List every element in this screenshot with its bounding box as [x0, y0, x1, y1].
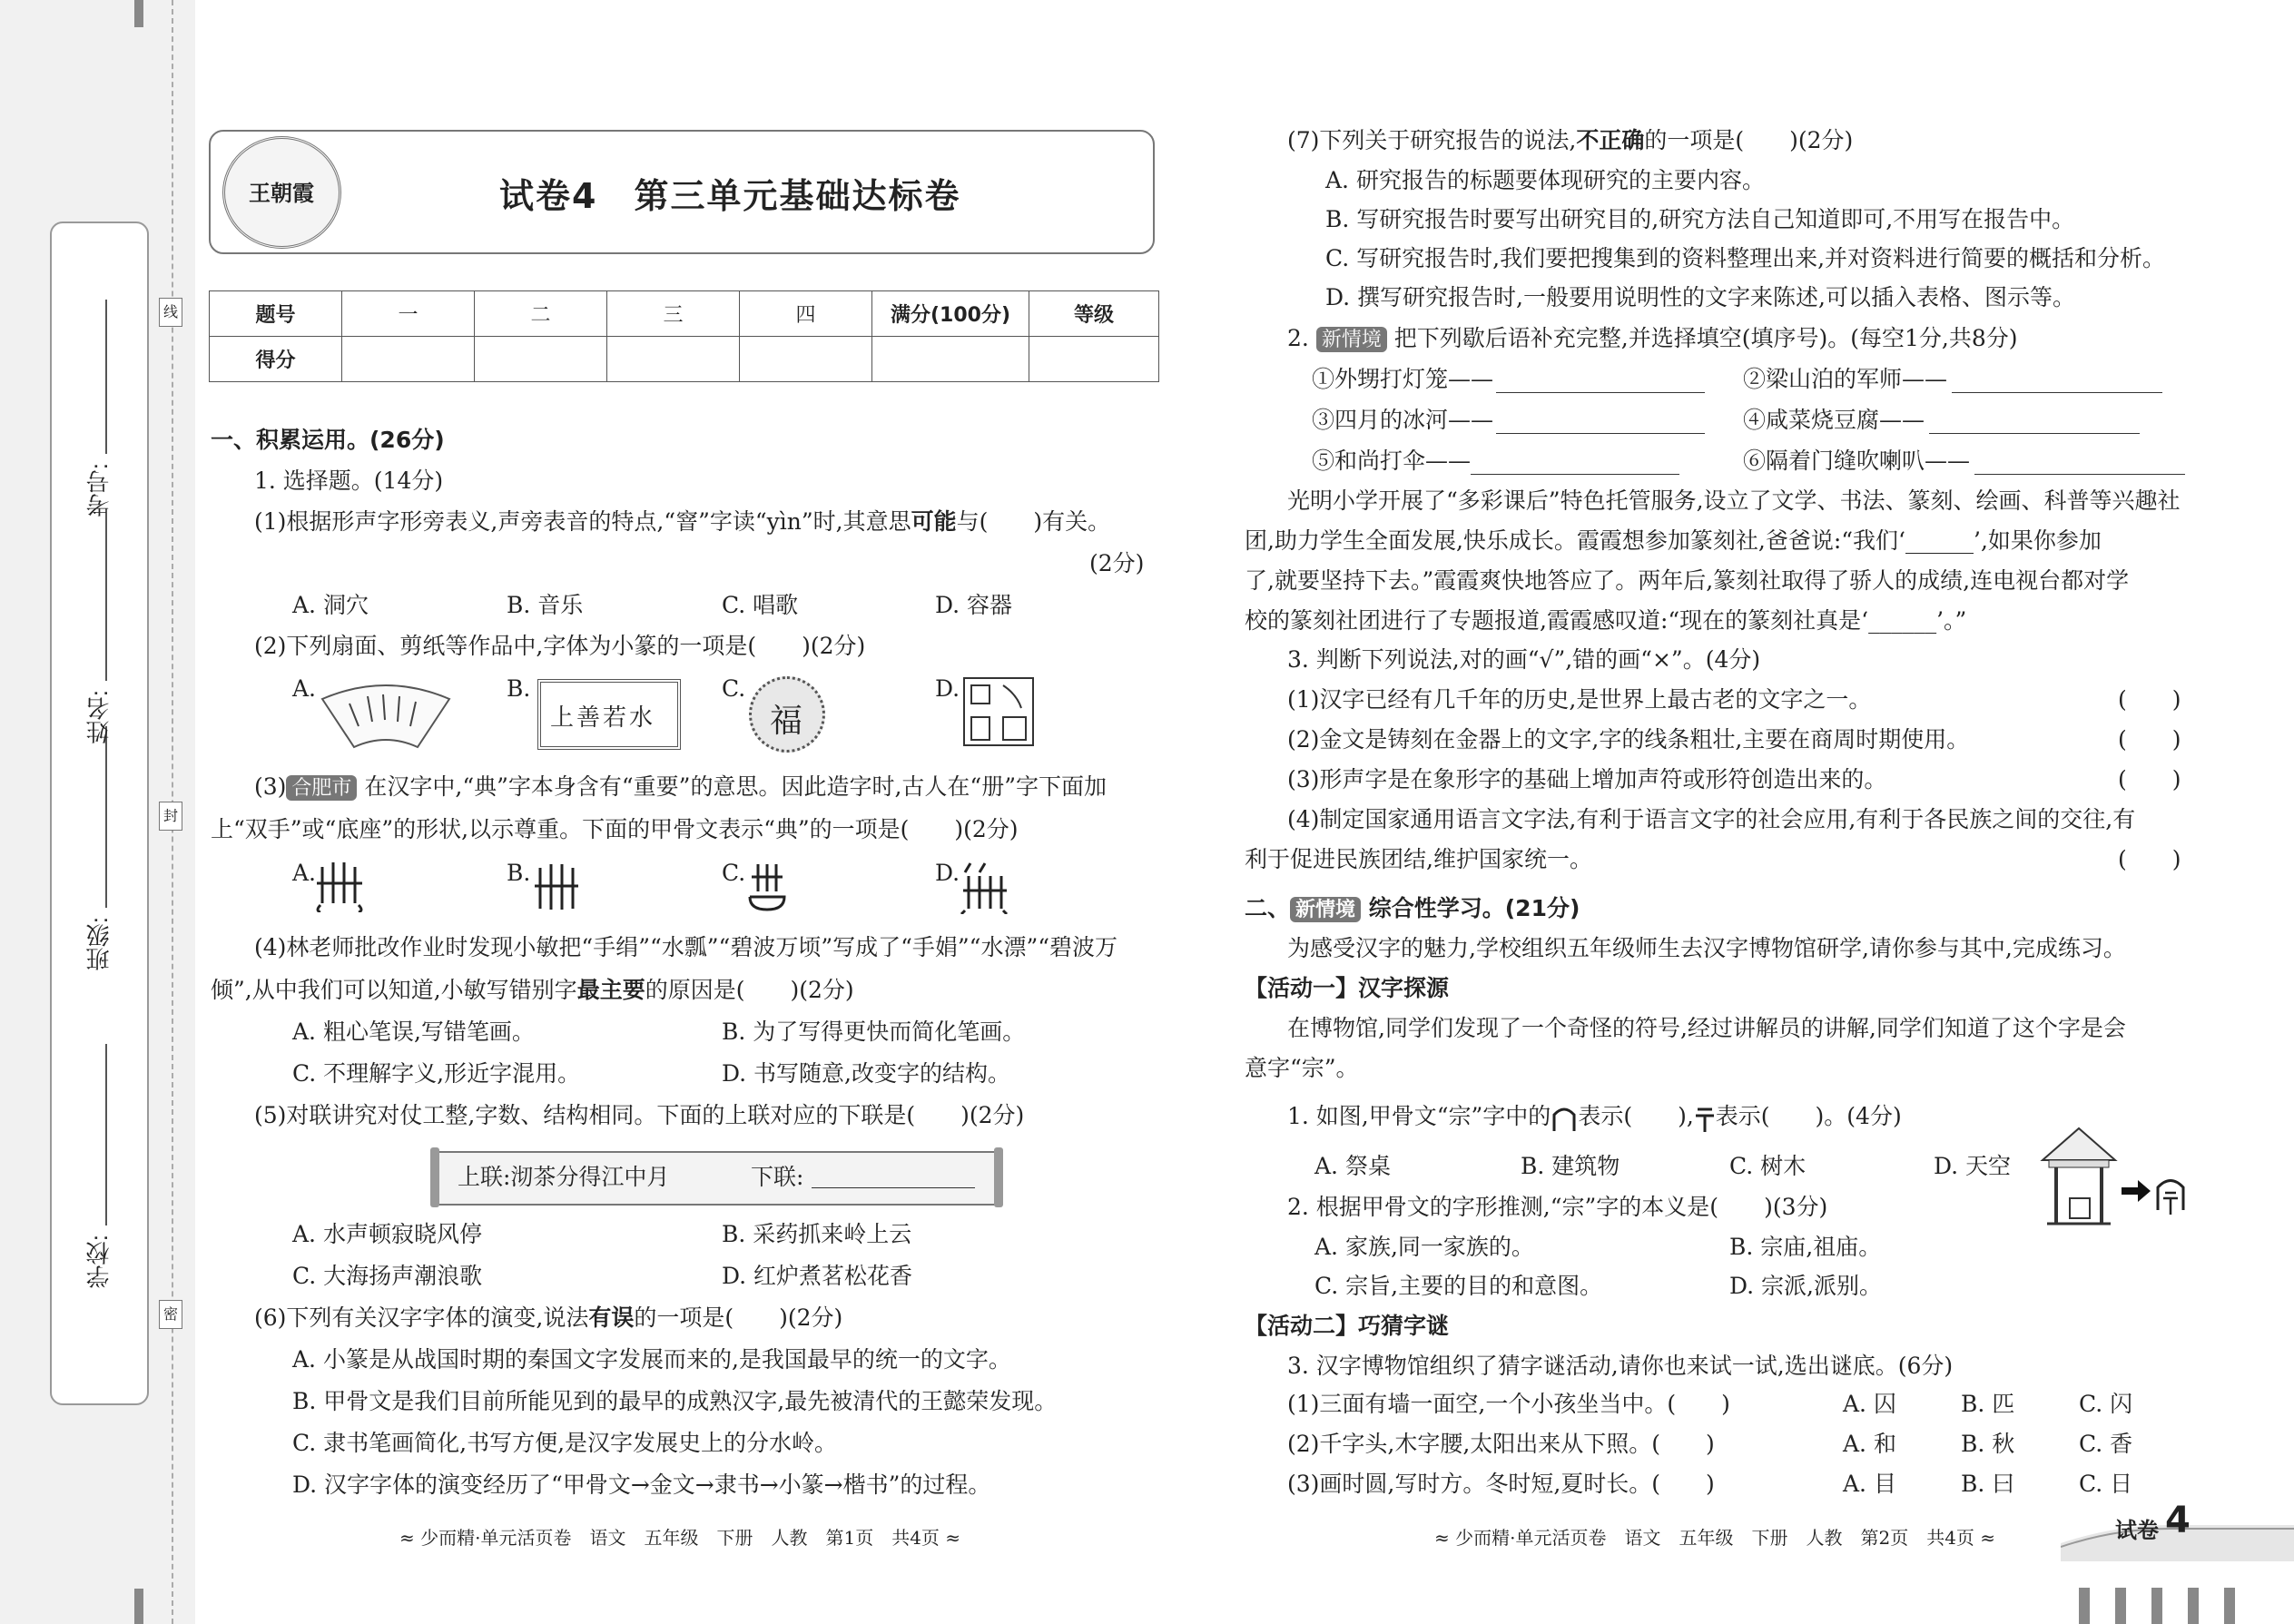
score-header-cell: 四 — [740, 291, 872, 337]
xiehouyu-blank[interactable] — [1974, 474, 2185, 475]
judge-answer[interactable]: ( ) — [2118, 766, 2181, 792]
activity-1-heading: 【活动一】汉字探源 — [1245, 975, 1450, 1001]
option[interactable]: D. 撰写研究报告时,一般要用说明性的文字来陈述,可以插入表格、图示等。 — [1325, 284, 2075, 310]
option[interactable]: A. 小篆是从战国时期的秦国文字发展而来的,是我国最早的统一的文字。 — [292, 1346, 1011, 1373]
rq1-tail: 表示( )。(4分) — [1715, 1103, 1902, 1129]
class-field[interactable] — [105, 726, 107, 908]
passage-line: 了,就要坚持下去。”霞霞爽快地答应了。两年后,篆刻社取得了骄人的成绩,连电视台都对学 — [1245, 567, 2130, 594]
option[interactable]: B. 为了写得更快而简化笔画。 — [722, 1019, 1026, 1045]
q1-1-tail: 与( )有关。 — [956, 508, 1111, 535]
option[interactable]: B. 采药抓来岭上云 — [722, 1221, 912, 1247]
option[interactable]: C. 写研究报告时,我们要把搜集到的资料整理出来,并对资料进行简要的概括和分析。 — [1325, 245, 2166, 271]
q1-7-emph: 不正确 — [1576, 127, 1645, 153]
q2-num: 2. — [1287, 325, 1309, 351]
score-value-label: 得分 — [210, 337, 342, 382]
score-cell[interactable] — [607, 337, 740, 382]
score-cell[interactable] — [872, 337, 1029, 382]
page-title: 试卷4 第三单元基础达标卷 — [499, 176, 961, 216]
s2-text: 综合性学习。(21分) — [1368, 895, 1580, 921]
right-question-3: 3. 汉字博物馆组织了猜字谜活动,请你也来试一试,选出谜底。(6分) — [1287, 1353, 1954, 1379]
right-question-1 — [1287, 1101, 1902, 1133]
rq1-text: 1. 如图,甲骨文“宗”字中的 — [1287, 1103, 1551, 1129]
couplet-upper: 上联:沏茶分得江中月 — [458, 1164, 670, 1190]
option[interactable]: A. 水声顿寂晓风停 — [292, 1221, 482, 1247]
option-label[interactable]: A. — [292, 675, 317, 702]
question-1: 1. 选择题。(14分) — [254, 468, 444, 494]
option-label[interactable]: D. — [935, 675, 960, 702]
riddle: (3)画时圆,写时方。冬时短,夏时长。( ) — [1287, 1471, 1715, 1497]
option[interactable]: D. 宗派,派别。 — [1729, 1273, 1882, 1299]
score-cell[interactable] — [740, 337, 872, 382]
edge-mark — [2115, 1588, 2126, 1624]
seal-script-image — [962, 676, 1035, 747]
riddle-option[interactable]: C. 日 — [2079, 1471, 2133, 1497]
logo-emblem — [222, 136, 341, 249]
judge-answer[interactable]: ( ) — [2118, 846, 2181, 872]
score-value-row — [210, 337, 1159, 382]
option[interactable]: B. 宗庙,祖庙。 — [1729, 1234, 1882, 1260]
xiehouyu-blank[interactable] — [1471, 474, 1679, 475]
scroll-roll-right — [994, 1147, 1003, 1207]
option[interactable]: D. 红炉煮茗松花香 — [722, 1263, 913, 1289]
oracle-dian-c-icon — [744, 861, 790, 913]
question-1-3 — [254, 772, 1107, 802]
right-question-2: 2. 根据甲骨文的字形推测,“宗”字的本义是( )(3分) — [1287, 1194, 1828, 1220]
option[interactable]: A. 洞穴 — [292, 592, 369, 618]
option[interactable]: C. 不理解字义,形近字混用。 — [292, 1060, 581, 1087]
score-header-cell: 满分(100分) — [872, 291, 1029, 337]
plaque-text: 上善若水 — [550, 704, 656, 732]
option-label[interactable]: C. — [722, 675, 746, 702]
question-3: 3. 判断下列说法,对的画“√”,错的画“×”。(4分) — [1287, 646, 1761, 673]
couplet-lower-label: 下联: — [751, 1164, 804, 1190]
plaque-image — [537, 679, 681, 750]
q1-3-text: 在汉字中,“典”字本身含有“重要”的意思。因此造字时,古人在“册”字下面加 — [364, 773, 1107, 800]
question-1-1 — [254, 507, 1110, 537]
judge-item-cont: 利于促进民族团结,维护国家统一。 — [1245, 846, 1592, 872]
score-header-cell: 三 — [607, 291, 740, 337]
q1-4-tail: 的原因是( )(2分) — [645, 977, 854, 1003]
riddle-option[interactable]: B. 秋 — [1961, 1431, 2015, 1457]
riddle: (2)千字头,木字腰,太阳出来从下照。( ) — [1287, 1431, 1715, 1457]
riddle-option[interactable]: B. 曰 — [1961, 1471, 2015, 1497]
score-cell[interactable] — [1029, 337, 1159, 382]
cut-mark-dense: 密 — [159, 1300, 182, 1329]
option[interactable]: B. 音乐 — [507, 592, 584, 618]
riddle-option[interactable]: C. 香 — [2079, 1431, 2133, 1457]
q1-6-text: (6)下列有关汉字字体的演变,说法 — [254, 1304, 589, 1331]
question-2 — [1287, 323, 2018, 354]
xiehouyu-blank[interactable] — [1496, 433, 1705, 434]
xiehouyu-item: ⑥隔着门缝吹喇叭—— — [1743, 448, 1971, 474]
option-label[interactable]: B. — [507, 860, 531, 886]
oracle-dian-a-icon — [313, 858, 377, 912]
q1-7-tail: 的一项是( )(2分) — [1644, 127, 1854, 153]
q1-6-emph: 有误 — [588, 1304, 635, 1331]
section-2-heading — [1245, 893, 1580, 924]
section-1-heading: 一、积累运用。(26分) — [211, 427, 445, 453]
judge-item: (1)汉字已经有几千年的历史,是世界上最古老的文字之一。 — [1287, 686, 1872, 713]
option[interactable]: D. 容器 — [935, 592, 1013, 618]
fan-calligraphy-image — [318, 676, 454, 751]
riddle-option[interactable]: C. 闪 — [2079, 1391, 2133, 1417]
xiehouyu-blank[interactable] — [1929, 433, 2140, 434]
strip-mark — [134, 1589, 143, 1624]
edge-mark — [2224, 1588, 2235, 1624]
xiehouyu-item: ①外甥打灯笼—— — [1312, 366, 1494, 392]
xiehouyu-item: ②梁山泊的军师—— — [1743, 366, 1948, 392]
question-1-3-cont: 上“双手”或“底座”的形状,以示尊重。下面的甲骨文表示“典”的一项是( )(2分) — [211, 816, 1019, 842]
activity-1-text: 意字“宗”。 — [1245, 1055, 1359, 1081]
judge-answer[interactable]: ( ) — [2118, 726, 2181, 753]
riddle-option[interactable]: A. 和 — [1843, 1431, 1896, 1457]
option[interactable]: D. 天空 — [1934, 1153, 2012, 1179]
question-1-6 — [254, 1303, 842, 1334]
xiehouyu-blank[interactable] — [1952, 392, 2162, 393]
option[interactable]: A. 祭桌 — [1314, 1153, 1391, 1179]
option[interactable]: C. 大海扬声潮浪歌 — [292, 1263, 483, 1289]
couplet-scroll — [436, 1151, 998, 1206]
option[interactable]: A. 粗心笔误,写错笔画。 — [292, 1019, 535, 1045]
option-label[interactable]: C. — [722, 860, 746, 886]
region-tag: 合肥市 — [286, 775, 357, 801]
riddle-option[interactable]: A. 目 — [1843, 1471, 1896, 1497]
examno-field[interactable] — [105, 300, 107, 454]
option[interactable]: A. 研究报告的标题要体现研究的主要内容。 — [1325, 167, 1765, 193]
riddle: (1)三面有墙一面空,一个小孩坐当中。( ) — [1287, 1391, 1730, 1417]
score-header-cell: 题号 — [210, 291, 342, 337]
option-label[interactable]: B. — [507, 675, 531, 702]
student-info-box — [50, 221, 149, 1405]
class-label: 班级: — [85, 917, 113, 971]
logo-text: 王朝霞 — [249, 180, 314, 206]
new-context-tag: 新情境 — [1290, 897, 1361, 922]
papercut-text: 福 — [770, 703, 803, 740]
option[interactable]: C. 唱歌 — [722, 592, 799, 618]
roof-radical-icon — [1551, 1104, 1578, 1133]
question-1-5: (5)对联讲究对仗工整,字数、结构相同。下面的上联对应的下联是( )(2分) — [254, 1102, 1025, 1128]
option[interactable]: C. 隶书笔画简化,书写方便,是汉字发展史上的分水岭。 — [292, 1430, 838, 1456]
oracle-dian-d-icon — [958, 858, 1012, 914]
xiehouyu-blank[interactable] — [1496, 392, 1705, 393]
q1-6-tail: 的一项是( )(2分) — [634, 1304, 843, 1331]
q1-4-text: 倾”,从中我们可以知道,小敏写错别字 — [211, 977, 577, 1003]
xiehouyu-item: ③四月的冰河—— — [1312, 407, 1494, 433]
edge-mark — [2079, 1588, 2090, 1624]
option-label[interactable]: A. — [292, 860, 317, 886]
xiehouyu-item: ④咸菜烧豆腐—— — [1743, 407, 1925, 433]
examno-label: 考号: — [85, 463, 113, 517]
school-label: 学校: — [85, 1235, 113, 1289]
activity-1-text: 在博物馆,同学们发现了一个奇怪的符号,经过讲解员的讲解,同学们知道了这个字是会 — [1287, 1015, 2126, 1041]
q1-3-num: (3) — [254, 773, 287, 800]
left-footer: ≈ 少而精·单元活页卷 语文 五年级 下册 人教 第1页 共4页 ≈ — [399, 1527, 961, 1549]
xiehouyu-item: ⑤和尚打伞—— — [1312, 448, 1472, 474]
option[interactable]: D. 汉字字体的演变经历了“甲骨文→金文→隶书→小篆→楷书”的过程。 — [292, 1471, 991, 1498]
edge-mark — [2151, 1588, 2162, 1624]
option[interactable]: B. 写研究报告时要写出研究目的,研究方法自己知道即可,不用写在报告中。 — [1325, 206, 2075, 232]
cut-mark-line: 线 — [159, 298, 182, 327]
new-context-tag: 新情境 — [1316, 327, 1387, 352]
q2-text: 把下列歇后语补充完整,并选择填空(填序号)。(每空1分,共8分) — [1393, 325, 2018, 351]
page-badge-label: 试卷 — [2115, 1518, 2159, 1543]
strip-mark — [134, 0, 143, 27]
right-footer: ≈ 少而精·单元活页卷 语文 五年级 下册 人教 第2页 共4页 ≈ — [1434, 1527, 1996, 1549]
option[interactable]: C. 树木 — [1729, 1153, 1807, 1179]
q1-1-text: (1)根据形声字形旁表义,声旁表音的特点,“窨”字读“yìn”时,其意思 — [254, 508, 911, 535]
riddle-option[interactable]: B. 匹 — [1961, 1391, 2015, 1417]
question-1-2: (2)下列扇面、剪纸等作品中,字体为小篆的一项是( )(2分) — [254, 633, 866, 659]
riddle-option[interactable]: A. 囚 — [1843, 1391, 1896, 1417]
section-2-intro: 为感受汉字的魅力,学校组织五年级师生去汉字博物馆研学,请你参与其中,完成练习。 — [1287, 935, 2126, 961]
scroll-roll-left — [430, 1147, 439, 1207]
page-badge-number: 4 — [2165, 1500, 2191, 1541]
rq1-mid: 表示( ), — [1578, 1103, 1694, 1129]
q1-1-emph: 可能 — [911, 508, 957, 535]
papercut-image — [749, 676, 825, 753]
option-label[interactable]: D. — [935, 860, 960, 886]
score-cell[interactable] — [342, 337, 475, 382]
oracle-dian-b-icon — [531, 861, 586, 913]
cut-mark-seal: 封 — [159, 802, 182, 831]
option[interactable]: B. 甲骨文是我们目前所能见到的最早的成熟汉字,最先被清代的王懿荣发现。 — [292, 1388, 1058, 1414]
q1-1-points: (2分) — [1089, 550, 1145, 576]
score-header-cell: 二 — [475, 291, 607, 337]
altar-radical-icon — [1694, 1104, 1716, 1133]
s2-num: 二、 — [1245, 895, 1291, 921]
activity-2-heading: 【活动二】巧猜字谜 — [1245, 1313, 1450, 1339]
score-table — [209, 290, 1159, 382]
judge-item: (3)形声字是在象形字的基础上增加声符或形符创造出来的。 — [1287, 766, 1887, 792]
option[interactable]: C. 宗旨,主要的目的和意图。 — [1314, 1273, 1603, 1299]
name-field[interactable] — [105, 508, 107, 681]
passage-line: 团,助力学生全面发展,快乐成长。霞霞想参加篆刻社,爸爸说:“我们‘______’,如果你参加 — [1245, 527, 2102, 554]
option[interactable]: B. 建筑物 — [1521, 1153, 1620, 1179]
school-field[interactable] — [105, 1044, 107, 1225]
passage-line: 校的篆刻社团进行了专题报道,霞霞感叹道:“现在的篆刻社真是‘______’。” — [1245, 607, 1967, 634]
q1-4-emph: 最主要 — [576, 977, 645, 1003]
score-cell[interactable] — [475, 337, 607, 382]
temple-illustration — [2038, 1124, 2192, 1228]
edge-mark — [2188, 1588, 2199, 1624]
judge-item: (4)制定国家通用语言文字法,有利于语言文字的社会应用,有利于各民族之间的交往,有 — [1287, 806, 2136, 832]
option[interactable]: A. 家族,同一家族的。 — [1314, 1234, 1534, 1260]
score-header-cell: 一 — [342, 291, 475, 337]
q1-7-text: (7)下列关于研究报告的说法, — [1287, 127, 1577, 153]
couplet-answer-blank[interactable] — [812, 1187, 975, 1188]
question-1-4-cont — [211, 975, 854, 1006]
passage-line: 光明小学开展了“多彩课后”特色托管服务,设立了文学、书法、篆刻、绘画、科普等兴趣社 — [1287, 487, 2181, 514]
judge-item: (2)金文是铸刻在金器上的文字,字的线条粗壮,主要在商周时期使用。 — [1287, 726, 1970, 753]
score-header-row — [210, 291, 1159, 337]
judge-answer[interactable]: ( ) — [2118, 686, 2181, 713]
score-header-cell: 等级 — [1029, 291, 1159, 337]
question-1-4: (4)林老师批改作业时发现小敏把“手绢”“水瓢”“碧波万顷”写成了“手娟”“水漂”“碧波万 — [254, 934, 1118, 960]
option[interactable]: D. 书写随意,改变字的结构。 — [722, 1060, 1010, 1087]
name-label: 姓名: — [85, 690, 113, 744]
question-1-7 — [1287, 125, 1853, 156]
